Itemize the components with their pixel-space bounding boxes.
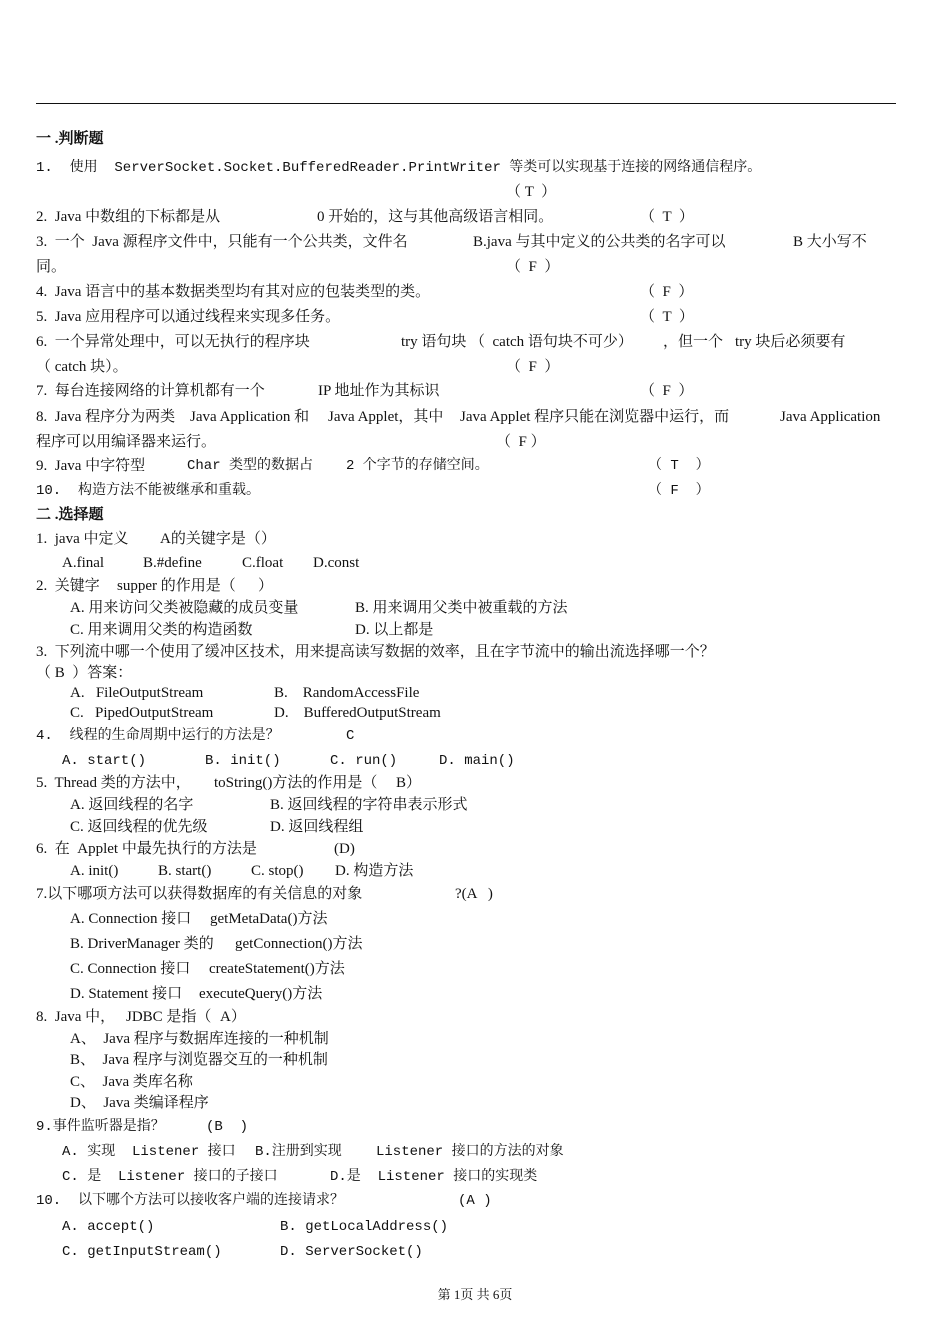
- q10-option-a: A. accept(): [62, 1219, 155, 1235]
- q9-option-a: A. 实现 Listener 接口: [62, 1144, 236, 1160]
- q10-stem-b: (A ): [458, 1193, 492, 1209]
- q6-stem-a: 6. 在 Applet 中最先执行的方法是: [36, 841, 257, 857]
- q2-stem-a: 2. 关键字: [36, 578, 100, 594]
- q7-option-c-method: createStatement()方法: [209, 961, 345, 977]
- q3-option-c: C. PipedOutputStream: [70, 705, 214, 721]
- q1-option-c: C.float: [242, 555, 284, 571]
- tf-answer-5: （ T ）: [640, 309, 694, 325]
- q1-option-d: D.const: [313, 555, 360, 571]
- q5-option-b: B. 返回线程的字符串表示形式: [270, 797, 468, 813]
- q10-option-b: B. getLocalAddress(): [280, 1219, 449, 1235]
- q6-stem-b: (D): [334, 841, 355, 857]
- q3-option-b: B. RandomAccessFile: [274, 685, 420, 701]
- q9-option-b: B.注册到实现: [255, 1144, 342, 1160]
- tf-answer-8: （ F ）: [496, 434, 546, 450]
- q7-option-b: B. DriverManager 类的: [70, 936, 214, 952]
- tf-item-6b: try 语句块: [401, 334, 467, 350]
- q8-option-d: D、 Java 类编译程序: [70, 1095, 209, 1111]
- q6-option-b: B. start(): [158, 863, 212, 879]
- q4-option-c: C. run(): [330, 753, 398, 769]
- q7-option-a: A. Connection 接口: [70, 911, 192, 927]
- q5-stem-b: toString()方法的作用是（: [214, 775, 378, 791]
- tf-item-1: 1. 使用 ServerSocket.Socket.BufferedReader.PrintWriter 等类可以实现基于连接的网络通信程序。: [36, 160, 762, 176]
- q5-option-c: C. 返回线程的优先级: [70, 819, 208, 835]
- tf-item-5: 5. Java 应用程序可以通过线程来实现多任务。: [36, 309, 341, 325]
- q2-option-b: B. 用来调用父类中被重载的方法: [355, 600, 568, 616]
- page-footer: 第 1页 共 6页: [437, 1287, 513, 1302]
- q7-option-d-method: executeQuery()方法: [199, 986, 323, 1002]
- tf-answer-1: （ T ）: [506, 184, 557, 200]
- q7-option-d: D. Statement 接口: [70, 986, 183, 1002]
- section-heading: 一 .判断题: [36, 131, 104, 147]
- q2-option-a: A. 用来访问父类被隐藏的成员变量: [70, 600, 299, 616]
- tf-answer-4: （ F ）: [640, 284, 694, 300]
- q7-stem-b: ?(A ): [455, 886, 493, 902]
- tf-item-4: 4. Java 语言中的基本数据类型均有其对应的包装类型的类。: [36, 284, 431, 300]
- tf-item-3d: 同。: [36, 259, 67, 275]
- tf-item-2a: 2. Java 中数组的下标都是从: [36, 209, 221, 225]
- q4-stem-a: 4. 线程的生命周期中运行的方法是？: [36, 728, 280, 744]
- q2-option-c: C. 用来调用父类的构造函数: [70, 622, 253, 638]
- tf-answer-9: （ T ）: [648, 458, 710, 474]
- q7-option-a-method: getMetaData()方法: [210, 911, 328, 927]
- q6-option-c: C. stop(): [251, 863, 304, 879]
- q4-option-d: D. main(): [439, 753, 515, 769]
- q3-stem-b: （ B ）答案：: [36, 665, 133, 681]
- q8-stem-b: JDBC 是指（: [126, 1009, 212, 1025]
- q5-stem-c: B）: [396, 775, 422, 791]
- tf-item-6f: （ catch 块）。: [36, 359, 128, 375]
- q10-option-d: D. ServerSocket(): [280, 1244, 423, 1260]
- q8-stem-c: A）: [220, 1009, 246, 1025]
- tf-item-8e: Java Application: [780, 409, 881, 425]
- header-rule: [36, 103, 896, 104]
- q8-stem-a: 8. Java 中，: [36, 1009, 116, 1025]
- tf-item-9c: 2 个字节的存储空间。: [346, 458, 489, 474]
- q3-option-a: A. FileOutputStream: [70, 685, 204, 701]
- tf-item-6d: ，但一个: [663, 334, 724, 350]
- tf-answer-6: （ F ）: [506, 359, 560, 375]
- q10-stem-a: 10. 以下哪个方法可以接收客户端的连接请求？: [36, 1193, 345, 1209]
- q9-option-b-rest: Listener 接口的方法的对象: [376, 1144, 564, 1160]
- tf-item-8f: 程序可以用编译器来运行。: [36, 434, 217, 450]
- q7-option-c: C. Connection 接口: [70, 961, 191, 977]
- q2-option-d: D. 以上都是: [355, 622, 434, 638]
- section-heading: 二 .选择题: [36, 507, 104, 523]
- tf-item-2b: 0 开始的，这与其他高级语言相同。: [317, 209, 554, 225]
- q10-option-c: C. getInputStream(): [62, 1244, 222, 1260]
- tf-item-6a: 6. 一个异常处理中，可以无执行的程序块: [36, 334, 310, 350]
- q6-option-a: A. init(): [70, 863, 119, 879]
- tf-item-3c: B 大小写不: [793, 234, 867, 250]
- q1-stem-a: 1. java 中定义: [36, 531, 129, 547]
- q5-option-d: D. 返回线程组: [270, 819, 364, 835]
- tf-item-3a: 3. 一个 Java 源程序文件中，只能有一个公共类，文件名: [36, 234, 408, 250]
- q9-option-c: C. 是 Listener 接口的子接口: [62, 1169, 278, 1185]
- q6-option-d: D. 构造方法: [335, 863, 414, 879]
- q5-option-a: A. 返回线程的名字: [70, 797, 194, 813]
- tf-item-8b: Java Application 和: [190, 409, 310, 425]
- tf-item-3b: B.java 与其中定义的公共类的名字可以: [473, 234, 726, 250]
- tf-item-9a: 9. Java 中字符型: [36, 458, 146, 474]
- q4-option-a: A. start(): [62, 753, 147, 769]
- q9-option-d: D.是 Listener 接口的实现类: [330, 1169, 538, 1185]
- q4-stem-b: C: [346, 728, 355, 744]
- q1-option-a: A.final: [62, 555, 105, 571]
- tf-item-6e: try 块后必须要有: [735, 334, 846, 350]
- tf-item-9b: Char 类型的数据占: [187, 458, 314, 474]
- q4-option-b: B. init(): [205, 753, 281, 769]
- tf-item-10: 10. 构造方法不能被继承和重载。: [36, 483, 261, 499]
- q9-stem-b: (B ): [206, 1119, 249, 1135]
- q1-option-b: B.#define: [143, 555, 202, 571]
- q3-option-d: D. BufferedOutputStream: [274, 705, 441, 721]
- tf-answer-3: （ F ）: [506, 259, 560, 275]
- q2-stem-c: ）: [258, 578, 274, 594]
- q7-stem-a: 7.以下哪项方法可以获得数据库的有关信息的对象: [36, 886, 363, 902]
- q8-option-a: A、 Java 程序与数据库连接的一种机制: [70, 1031, 329, 1047]
- tf-item-8c: Java Applet，其中: [328, 409, 444, 425]
- tf-answer-7: （ F ）: [640, 383, 694, 399]
- q8-option-b: B、 Java 程序与浏览器交互的一种机制: [70, 1052, 328, 1068]
- q8-option-c: C、 Java 类库名称: [70, 1074, 193, 1090]
- q9-stem-a: 9.事件监听器是指？: [36, 1119, 165, 1135]
- tf-item-7b: IP 地址作为其标识: [318, 383, 440, 399]
- tf-answer-2: （ T ）: [640, 209, 694, 225]
- q1-stem-b: A的关键字是（）: [160, 531, 276, 547]
- tf-item-8d: Java Applet 程序只能在浏览器中运行，而: [460, 409, 730, 425]
- tf-item-6c: （ catch 语句块不可少）: [470, 334, 633, 350]
- tf-item-8a: 8. Java 程序分为两类: [36, 409, 176, 425]
- q3-stem-a: 3. 下列流中哪一个使用了缓冲区技术，用来提高读写数据的效率，且在字节流中的输出流选择哪一个？: [36, 644, 715, 660]
- q5-stem-a: 5. Thread 类的方法中，: [36, 775, 191, 791]
- q2-stem-b: supper 的作用是（: [117, 578, 236, 594]
- tf-item-7a: 7. 每台连接网络的计算机都有一个: [36, 383, 265, 399]
- q7-option-b-method: getConnection()方法: [235, 936, 363, 952]
- tf-answer-10: （ F ）: [648, 483, 710, 499]
